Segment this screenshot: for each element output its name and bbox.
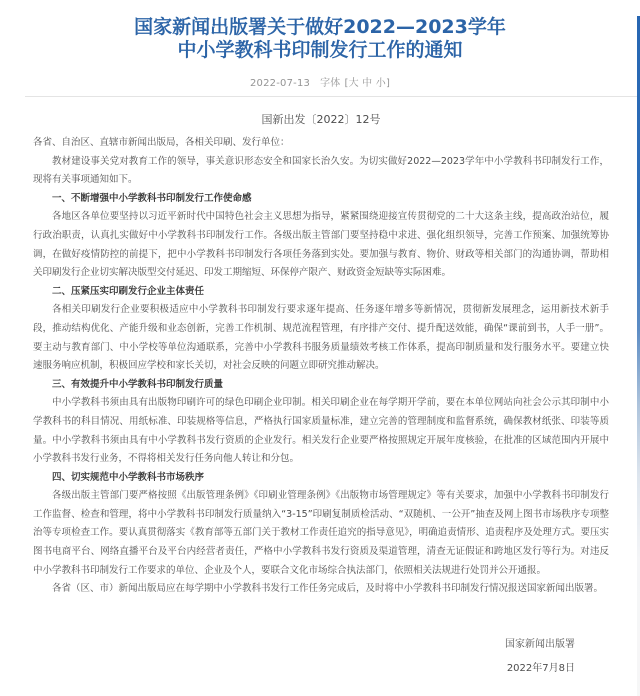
- signature-date: 2022年7月8日: [506, 662, 575, 674]
- signature-block: [33, 633, 609, 681]
- page-title-line2: 中小学教科书印制发行工作的通知: [177, 39, 463, 61]
- document-number: 国新出发〔2022〕12号: [261, 113, 381, 126]
- section-heading-2: 二、压紧压实印刷发行企业主体责任: [52, 285, 205, 297]
- notice-body: [0, 111, 640, 681]
- notice-page: [0, 16, 640, 696]
- section-heading-4: 四、切实规范中小学教科书市场秩序: [52, 471, 205, 483]
- signature-org: 国家新闻出版署: [505, 638, 575, 650]
- header-divider: [25, 96, 640, 97]
- section-heading-1: 一、不断增强中小学教科书印制发行工作使命感: [52, 192, 252, 204]
- font-size-label: 字体: [320, 78, 341, 89]
- salutation: 各省、自治区、直辖市新闻出版局，各相关印刷、发行单位：: [33, 137, 290, 148]
- publish-date: 2022-07-13: [249, 78, 311, 89]
- section-heading-3: 三、有效提升中小学教科书印制发行质量: [52, 378, 224, 390]
- page-title: [42, 16, 598, 62]
- closing-paragraph: 各省（区、市）新闻出版局应在每学期中小学教科书发行工作任务完成后，及时将中小学教科书印制发行情况报送国家新闻出版署。: [52, 583, 604, 595]
- intro-paragraph: 教材建设事关党对教育工作的领导，事关意识形态安全和国家长治久安。为切实做好2022—2023学年中小学教科书印制发行工作，现将有关事项通知如下。: [33, 155, 609, 186]
- section-paragraph-2: 各相关印刷发行企业要积极适应中小学教科书印制发行要求逐年提高、任务逐年增多等新情况，贯彻新发展理念，运用新技术新手段，推动结构优化、产能升级和业态创新，完善工作机制、规范流程管理，有序排产交付、提升配送效能，确保“课前到书，人手一册”。要主动与教育部门、中小学校等单位沟通联系，完善中小学教科书服务质量绩效考核工作体系，提高印制质量和发行服务水平。要建立快速服务响应机制，积极回应学校和家长关切，对社会反映的问题立即研究推动解决。: [33, 304, 609, 372]
- section-paragraph-3: 中小学教科书须由具有出版物印刷许可的绿色印刷企业印制。相关印刷企业在每学期开学前，要在本单位网站向社会公示其印制中小学教科书的科目情况、用纸标准、印装规格等信息，严格执行国家质量标准，建立完善的管理制度和监督系统，确保教材纸张、印装等质量。中小学教科书须由具有中小学教科书发行资质的企业发行。相关发行企业要严格按照规定开展年度核验，在批准的区域范围内开展中小学教科书发行业务，不得将相关发行任务向他人转让和分包。: [33, 397, 609, 465]
- page-title-line1: 国家新闻出版署关于做好2022—2023学年: [134, 16, 506, 38]
- meta-row: [0, 74, 640, 89]
- section-paragraph-1: 各地区各单位要坚持以习近平新时代中国特色社会主义思想为指导，紧紧围绕迎接宣传贯彻党的二十大这条主线，提高政治站位，履行政治职责，认真扎实做好中小学教科书印制发行工作。各级出版主管部门要坚持稳中求进、强化组织领导，完善工作预案、加强统筹协调，在做好疫情防控的前提下，把中小学教科书印制发行各项任务落到实处。要加强与教育、物价、财政等相关部门的沟通协调，帮助相关印刷发行企业切实解决版型交付延迟、印发工期缩短、环保停产限产、财政资金短缺等实际困难。: [33, 211, 609, 279]
- section-paragraph-4: 各级出版主管部门要严格按照《出版管理条例》《印刷业管理条例》《出版物市场管理规定》等有关要求，加强中小学教科书印制发行工作监督、检查和管理，将中小学教科书印制发行质量纳入“3-15”印刷复制质检活动、“双随机、一公开”抽查及网上图书市场秩序专项整治等专项检查工作。要认真贯彻落实《教育部等五部门关于教材工作责任追究的指导意见》，明确追责情形、追责程序及处理方式。要压实图书电商平台、网络直播平台及平台内经营者责任，严格中小学教科书发行资质及渠道管理，清查无证假证和跨地区发行等行为。对违反中小学教科书印制发行工作要求的单位、企业及个人，要联合文化市场综合执法部门，依照相关法规进行处罚并公开通报。: [33, 490, 609, 576]
- font-size-options[interactable]: [大 中 小]: [344, 78, 391, 89]
